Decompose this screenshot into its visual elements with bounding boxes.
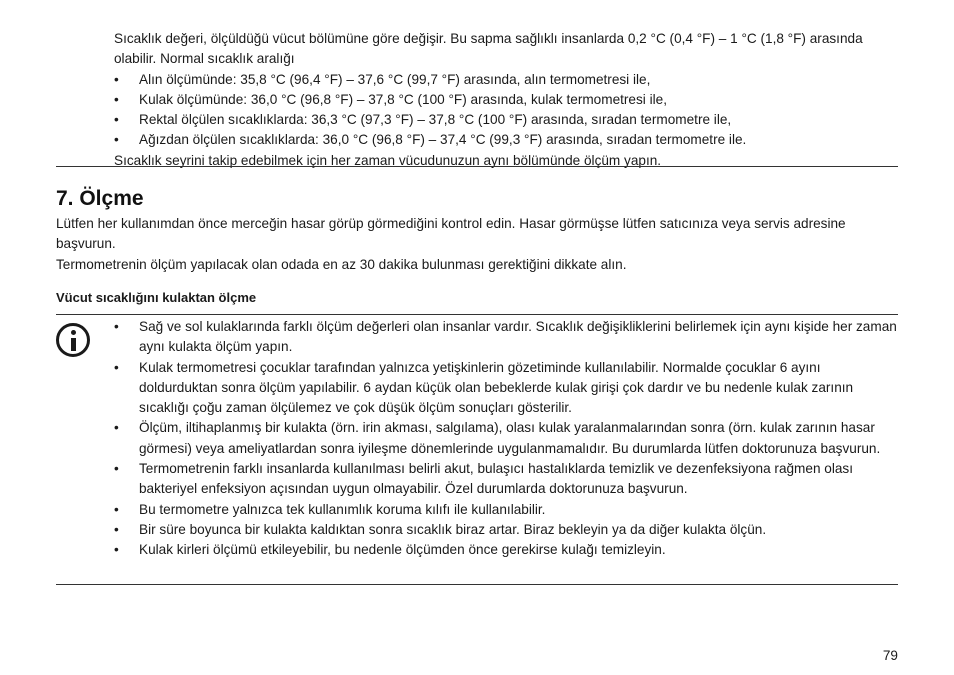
list-item: • Kulak kirleri ölçümü etkileyebilir, bu nedenle ölçümden önce gerekirse kulağı temizleyin. <box>114 540 898 560</box>
list-item: • Sağ ve sol kulaklarında farklı ölçüm değerleri olan insanlar vardır. Sıcaklık değişikliklerini belirlemek için aynı kişide her zaman aynı kulakta ölçüm yapın. <box>114 317 898 358</box>
divider <box>56 584 898 585</box>
list-item: • Bir süre boyunca bir kulakta kaldıktan sonra sıcaklık biraz artar. Biraz bekleyin ya da diğer kulakta ölçün. <box>114 520 898 540</box>
section-heading: 7. Ölçme <box>56 187 144 210</box>
info-icon <box>56 323 90 357</box>
subsection-heading: Vücut sıcaklığını kulaktan ölçme <box>56 290 257 305</box>
intro-closing-text: Sıcaklık seyrini takip edebilmek için her zaman vücudunuzun aynı bölümünde ölçüm yapın. <box>114 152 662 168</box>
divider <box>56 166 898 167</box>
temperature-range-list <box>114 70 904 151</box>
list-item: • Kulak termometresi çocuklar tarafından yalnızca yetişkinlerin gözetiminde kullanılabilir. Normalde çocuklar 6 ayını doldurduktan sonra ölçüm yapılabilir. 6 aydan küçük olan bebeklerde kulak girişi çok dardır ve bu nedenle kulak zarının sıcaklığı çoğu zaman ölçülemez ve çok düşük ölçüm sonuçları gösterilir. <box>114 358 898 419</box>
list-item: • Rektal ölçülen sıcaklıklarda: 36,3 °C (97,3 °F) – 37,8 °C (100 °F) arasında, sıradan termometre ile, <box>114 110 904 130</box>
ear-measurement-notes <box>114 317 898 561</box>
body-paragraph: Termometrenin ölçüm yapılacak olan odada en az 30 dakika bulunması gerektiğini dikkate alın. <box>56 256 627 272</box>
list-item: • Ağızdan ölçülen sıcaklıklarda: 36,0 °C (96,8 °F) – 37,4 °C (99,3 °F) arasında, sıradan termometre ile. <box>114 130 904 150</box>
list-item: • Alın ölçümünde: 35,8 °C (96,4 °F) – 37,6 °C (99,7 °F) arasında, alın termometresi ile, <box>114 70 904 90</box>
list-item: • Bu termometre yalnızca tek kullanımlık koruma kılıfı ile kullanılabilir. <box>114 500 898 520</box>
intro-block <box>114 29 904 171</box>
list-item: • Ölçüm, iltihaplanmış bir kulakta (örn. irin akması, salgılama), olası kulak yaralanmalarından sonra (örn. kulak zarının hasar görmesi) veya ameliyatlardan sonra iyileşme dönemlerinde uygulanmamalıdır. Bu durumlarda lütfen doktorunuza başvurun. <box>114 418 898 459</box>
section-body <box>56 214 901 275</box>
intro-text: Sıcaklık değeri, ölçüldüğü vücut bölümüne göre değişir. Bu sapma sağlıklı insanlarda 0,2 °C (0,4 °F) – 1 °C (1,8 °F) arasında olabilir. Normal sıcaklık aralığı <box>114 31 863 67</box>
page-number: 79 <box>882 648 898 663</box>
list-item: • Kulak ölçümünde: 36,0 °C (96,8 °F) – 37,8 °C (100 °F) arasında, kulak termometresi ile, <box>114 90 904 110</box>
divider <box>56 314 898 315</box>
body-paragraph: Lütfen her kullanımdan önce merceğin hasar görüp görmediğini kontrol edin. Hasar görmüşse lütfen satıcınıza veya servis adresine başvurun. <box>56 216 846 252</box>
list-item: • Termometrenin farklı insanlarda kullanılması belirli akut, bulaşıcı hastalıklarda temizlik ve dezenfeksiyona rağmen olası bakteriyel enfeksiyon açısından uygun olmayabilir. Özel durumlarda doktorunuza başvurun. <box>114 459 898 500</box>
